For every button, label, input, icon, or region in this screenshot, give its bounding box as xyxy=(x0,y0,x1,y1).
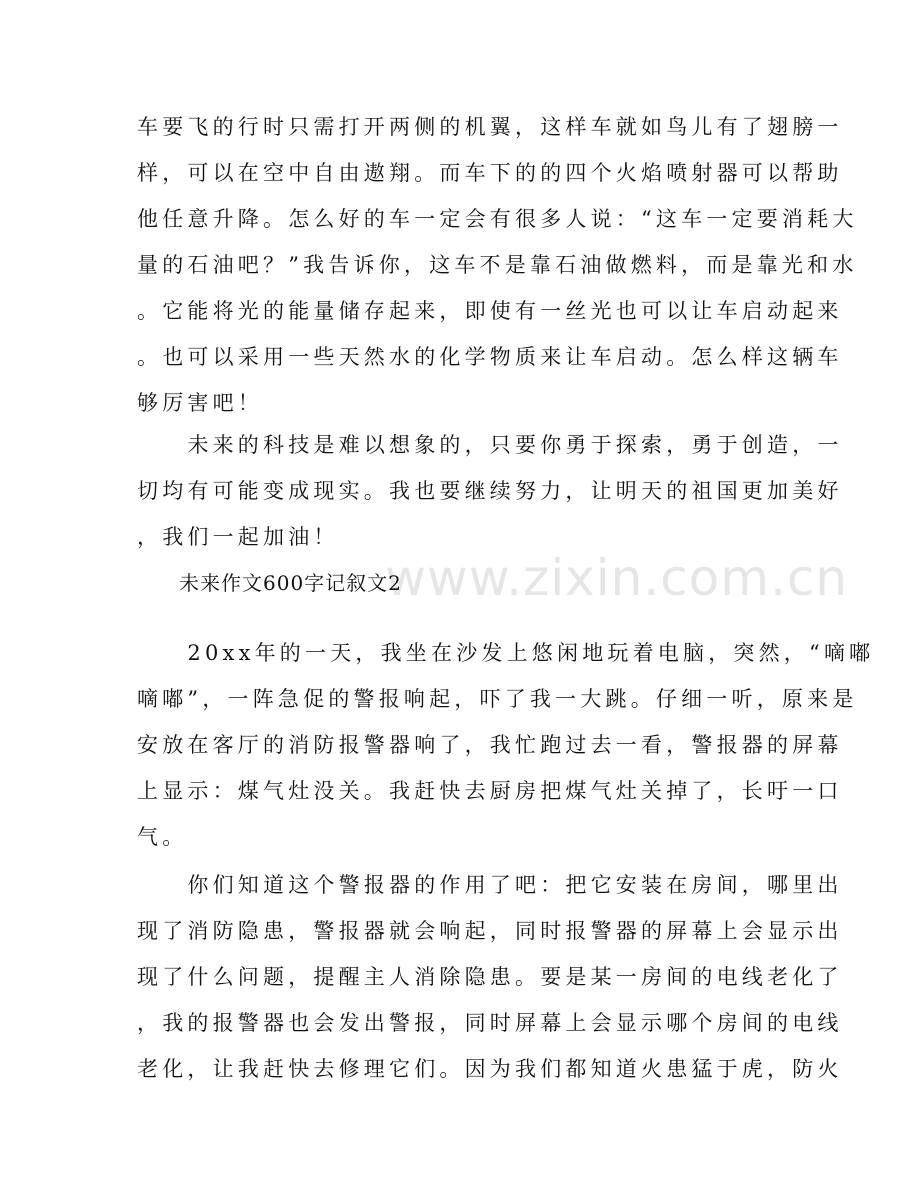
text-line: 嘀嘟”，一阵急促的警报响起，吓了我一大跳。仔细一听，原来是 xyxy=(137,687,858,711)
paragraph-4 xyxy=(137,862,843,1092)
text-line: 他任意升降。怎么好的车一定会有很多人说：“这车一定要消耗大 xyxy=(137,207,858,231)
text-line: 气。 xyxy=(137,825,188,849)
text-line: 你们知道这个警报器的作用了吧：把它安装在房间，哪里出 xyxy=(137,873,843,897)
text-line: 20xx年的一天，我坐在沙发上悠闲地玩着电脑，突然，“嘀嘟 xyxy=(137,641,875,665)
heading-text: 未来作文600字记叙文2 xyxy=(137,571,402,595)
text-line: 未来的科技是难以想象的，只要你勇于探索，勇于创造，一 xyxy=(137,433,843,457)
text-line: 量的石油吧？”我告诉你，这车不是靠石油做燃料，而是靠光和水 xyxy=(137,253,858,277)
text-line: 样，可以在空中自由遨翔。而车下的的四个火焰喷射器可以帮助 xyxy=(137,161,843,185)
text-line: 上显示：煤气灶没关。我赶快去厨房把煤气灶关掉了，长吁一口 xyxy=(137,779,843,803)
text-line: 老化，让我赶快去修理它们。因为我们都知道火患猛于虎，防火 xyxy=(137,1057,843,1081)
watermark: www.zixin.com.cn xyxy=(385,549,849,607)
text-line: 。也可以采用一些天然水的化学物质来让车启动。怎么样这辆车 xyxy=(137,345,843,369)
section-heading xyxy=(137,560,787,606)
text-line: ，我们一起加油！ xyxy=(137,525,339,549)
text-line: 。它能将光的能量储存起来，即使有一丝光也可以让车启动起来 xyxy=(137,299,843,323)
text-line: 安放在客厅的消防报警器响了，我忙跑过去一看，警报器的屏幕 xyxy=(137,733,843,757)
paragraph-1 xyxy=(137,104,858,426)
text-line: 够厉害吧！ xyxy=(137,391,263,415)
paragraph-3 xyxy=(137,630,875,860)
text-line: 现了消防隐患，警报器就会响起，同时报警器的屏幕上会显示出 xyxy=(137,919,843,943)
text-line: 现了什么问题，提醒主人消除隐患。要是某一房间的电线老化了 xyxy=(137,965,843,989)
paragraph-2 xyxy=(137,422,843,560)
text-line: 切均有可能变成现实。我也要继续努力，让明天的祖国更加美好 xyxy=(137,479,843,503)
text-line: 车要飞的行时只需打开两侧的机翼，这样车就如鸟儿有了翅膀一 xyxy=(137,115,843,139)
text-line: ，我的报警器也会发出警报，同时屏幕上会显示哪个房间的电线 xyxy=(137,1011,843,1035)
